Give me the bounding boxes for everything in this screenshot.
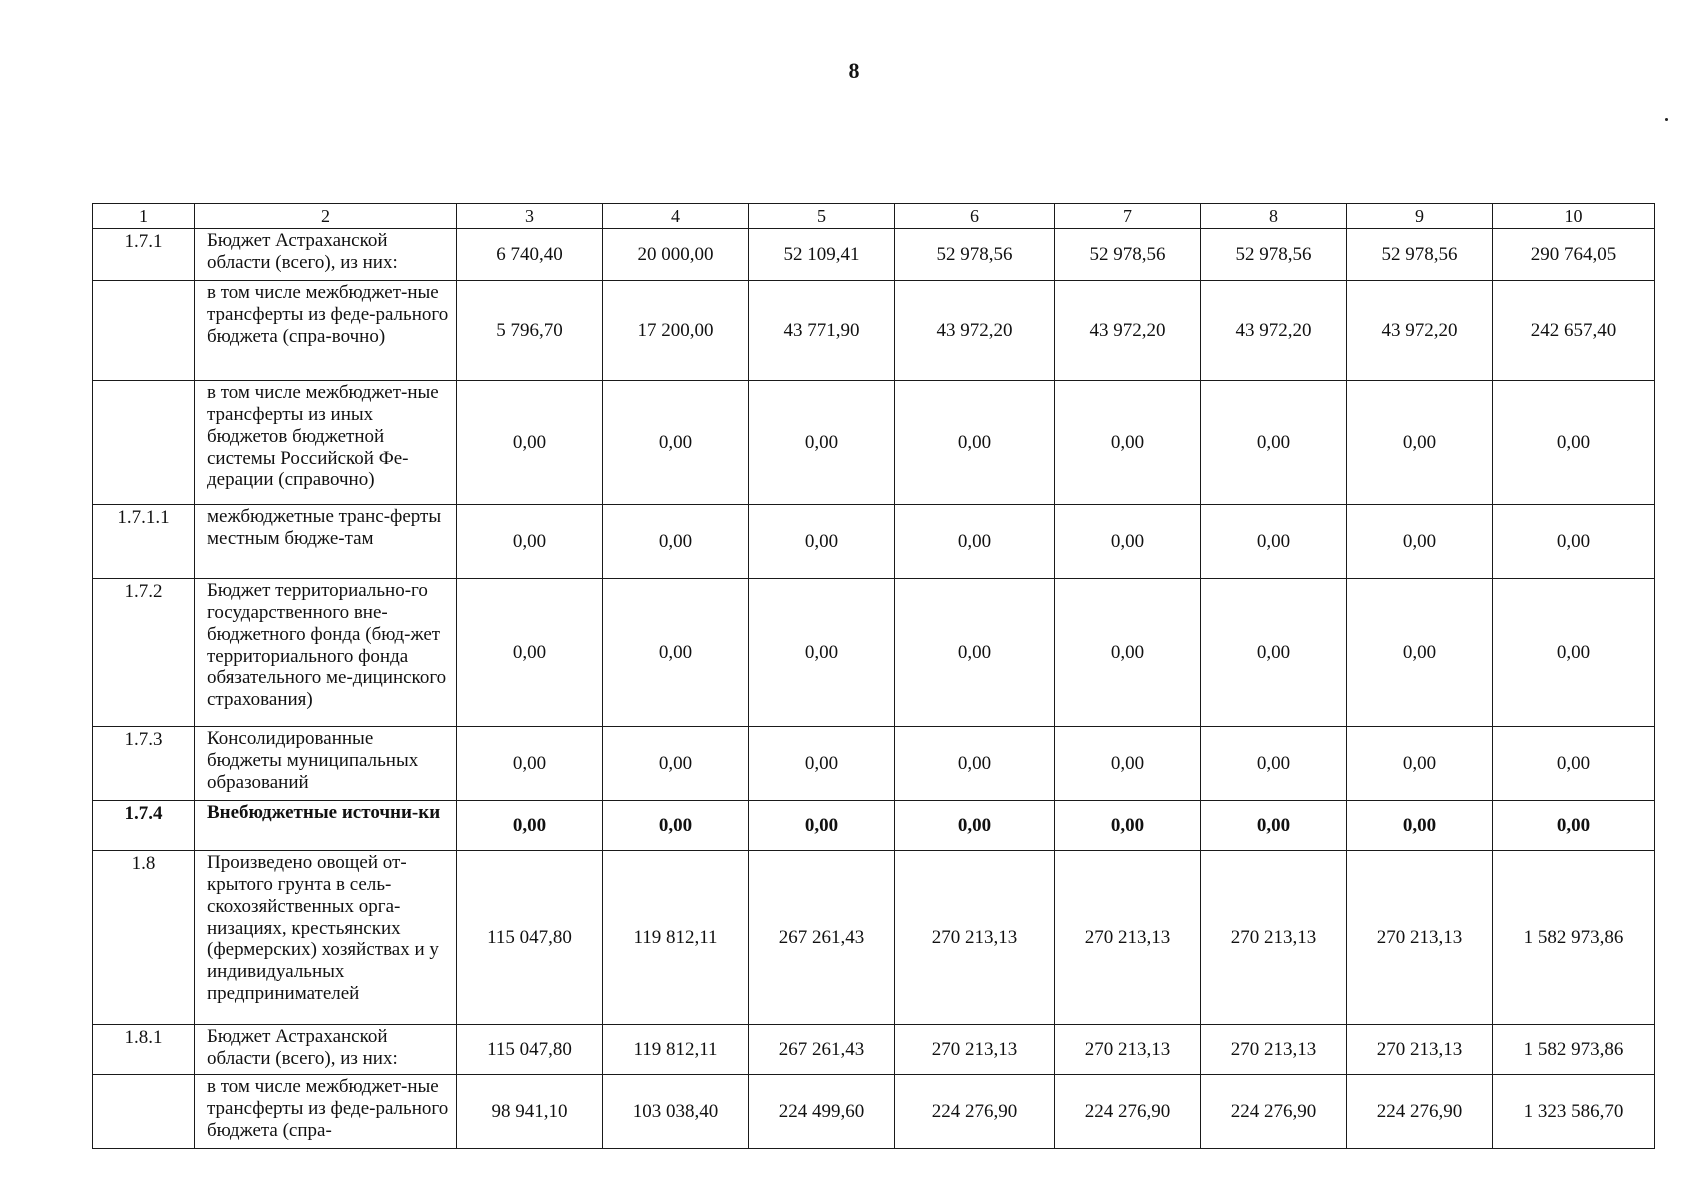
value-cell: 0,00 [1347,381,1493,505]
page-number: 8 [848,58,860,83]
row-description: Бюджет Астраханской области (всего), из них: [195,229,457,281]
row-code: 1.7.4 [93,801,195,851]
value-cell: 0,00 [895,505,1055,579]
value-cell: 115 047,80 [457,851,603,1025]
value-cell: 0,00 [1493,579,1655,727]
value-cell: 0,00 [603,579,749,727]
row-description: в том числе межбюджет-ные трансферты из иных бюджетов бюджетной системы Российской Фе-дерации (справочно) [195,381,457,505]
value-cell: 224 276,90 [1201,1075,1347,1149]
value-cell: 270 213,13 [1055,1025,1201,1075]
value-cell: 0,00 [1201,381,1347,505]
value-cell: 98 941,10 [457,1075,603,1149]
value-cell: 242 657,40 [1493,281,1655,381]
value-cell: 267 261,43 [749,1025,895,1075]
value-cell: 0,00 [749,505,895,579]
row-code: 1.7.1 [93,229,195,281]
row-description: в том числе межбюджет-ные трансферты из феде-рального бюджета (спра-вочно) [195,281,457,381]
value-cell: 43 771,90 [749,281,895,381]
row-code: 1.7.3 [93,727,195,801]
value-cell: 43 972,20 [1055,281,1201,381]
row-description: Консолидированные бюджеты муниципальных образований [195,727,457,801]
value-cell: 52 978,56 [1347,229,1493,281]
value-cell: 6 740,40 [457,229,603,281]
value-cell: 0,00 [1347,727,1493,801]
value-cell: 119 812,11 [603,851,749,1025]
row-description: Бюджет территориально-го государственного вне-бюджетного фонда (бюд-жет территориального фонда обязательного ме-дицинского страхования) [195,579,457,727]
value-cell: 0,00 [895,801,1055,851]
value-cell: 0,00 [1493,505,1655,579]
row-description: в том числе межбюджет-ные трансферты из феде-рального бюджета (спра- [195,1075,457,1149]
value-cell: 270 213,13 [1201,851,1347,1025]
value-cell: 224 276,90 [1055,1075,1201,1149]
value-cell: 0,00 [457,801,603,851]
value-cell: 0,00 [1055,727,1201,801]
value-cell: 103 038,40 [603,1075,749,1149]
value-cell: 270 213,13 [1201,1025,1347,1075]
value-cell: 0,00 [749,579,895,727]
value-cell: 290 764,05 [1493,229,1655,281]
value-cell: 119 812,11 [603,1025,749,1075]
value-cell: 0,00 [749,801,895,851]
value-cell: 52 978,56 [895,229,1055,281]
value-cell: 52 978,56 [1055,229,1201,281]
scan-dot-mark [1665,118,1668,121]
value-cell: 0,00 [457,579,603,727]
value-cell: 224 276,90 [895,1075,1055,1149]
table-row [93,229,1655,281]
value-cell: 0,00 [603,801,749,851]
value-cell: 270 213,13 [1347,851,1493,1025]
row-description: Бюджет Астраханской области (всего), из них: [195,1025,457,1075]
value-cell: 270 213,13 [895,1025,1055,1075]
value-cell: 270 213,13 [1347,1025,1493,1075]
header-cell: 10 [1493,204,1655,229]
value-cell: 224 276,90 [1347,1075,1493,1149]
value-cell: 0,00 [1347,801,1493,851]
value-cell: 0,00 [1201,505,1347,579]
value-cell: 0,00 [895,727,1055,801]
value-cell: 0,00 [1055,579,1201,727]
table-row [93,851,1655,1025]
value-cell: 115 047,80 [457,1025,603,1075]
row-code [93,281,195,381]
value-cell: 52 978,56 [1201,229,1347,281]
row-description: межбюджетные транс-ферты местным бюдже-там [195,505,457,579]
header-cell: 5 [749,204,895,229]
value-cell: 0,00 [1493,801,1655,851]
header-cell: 7 [1055,204,1201,229]
row-code: 1.7.2 [93,579,195,727]
value-cell: 0,00 [1055,801,1201,851]
table-row [93,281,1655,381]
value-cell: 0,00 [1347,505,1493,579]
value-cell: 43 972,20 [895,281,1055,381]
value-cell: 20 000,00 [603,229,749,281]
value-cell: 0,00 [1493,381,1655,505]
value-cell: 0,00 [1493,727,1655,801]
value-cell: 5 796,70 [457,281,603,381]
value-cell: 0,00 [1201,801,1347,851]
value-cell: 267 261,43 [749,851,895,1025]
value-cell: 0,00 [603,727,749,801]
value-cell: 0,00 [1347,579,1493,727]
value-cell: 52 109,41 [749,229,895,281]
header-cell: 2 [195,204,457,229]
value-cell: 43 972,20 [1201,281,1347,381]
value-cell: 270 213,13 [1055,851,1201,1025]
header-cell: 8 [1201,204,1347,229]
table-header-row [93,204,1655,229]
row-description: Внебюджетные источни-ки [195,801,457,851]
value-cell: 17 200,00 [603,281,749,381]
table-row [93,579,1655,727]
value-cell: 1 582 973,86 [1493,1025,1655,1075]
value-cell: 270 213,13 [895,851,1055,1025]
row-code: 1.8.1 [93,1025,195,1075]
value-cell: 0,00 [1055,505,1201,579]
row-code: 1.8 [93,851,195,1025]
table-row [93,801,1655,851]
value-cell: 0,00 [895,579,1055,727]
value-cell: 43 972,20 [1347,281,1493,381]
value-cell: 1 582 973,86 [1493,851,1655,1025]
value-cell: 224 499,60 [749,1075,895,1149]
value-cell: 0,00 [895,381,1055,505]
budget-table [92,203,1655,1149]
value-cell: 0,00 [457,505,603,579]
header-cell: 1 [93,204,195,229]
value-cell: 0,00 [749,381,895,505]
value-cell: 0,00 [603,505,749,579]
value-cell: 0,00 [749,727,895,801]
table-row [93,727,1655,801]
header-cell: 6 [895,204,1055,229]
value-cell: 0,00 [603,381,749,505]
value-cell: 0,00 [457,381,603,505]
value-cell: 0,00 [1055,381,1201,505]
header-cell: 9 [1347,204,1493,229]
table-row [93,505,1655,579]
row-code: 1.7.1.1 [93,505,195,579]
value-cell: 0,00 [457,727,603,801]
row-description: Произведено овощей от-крытого грунта в сель-скохозяйственных орга-низациях, крестьянских (фермерских) хозяйствах и у индивидуальных предпринимателей [195,851,457,1025]
header-cell: 4 [603,204,749,229]
table-row [93,1075,1655,1149]
table-row [93,1025,1655,1075]
value-cell: 1 323 586,70 [1493,1075,1655,1149]
value-cell: 0,00 [1201,579,1347,727]
row-code [93,381,195,505]
table-row [93,381,1655,505]
value-cell: 0,00 [1201,727,1347,801]
header-cell: 3 [457,204,603,229]
row-code [93,1075,195,1149]
